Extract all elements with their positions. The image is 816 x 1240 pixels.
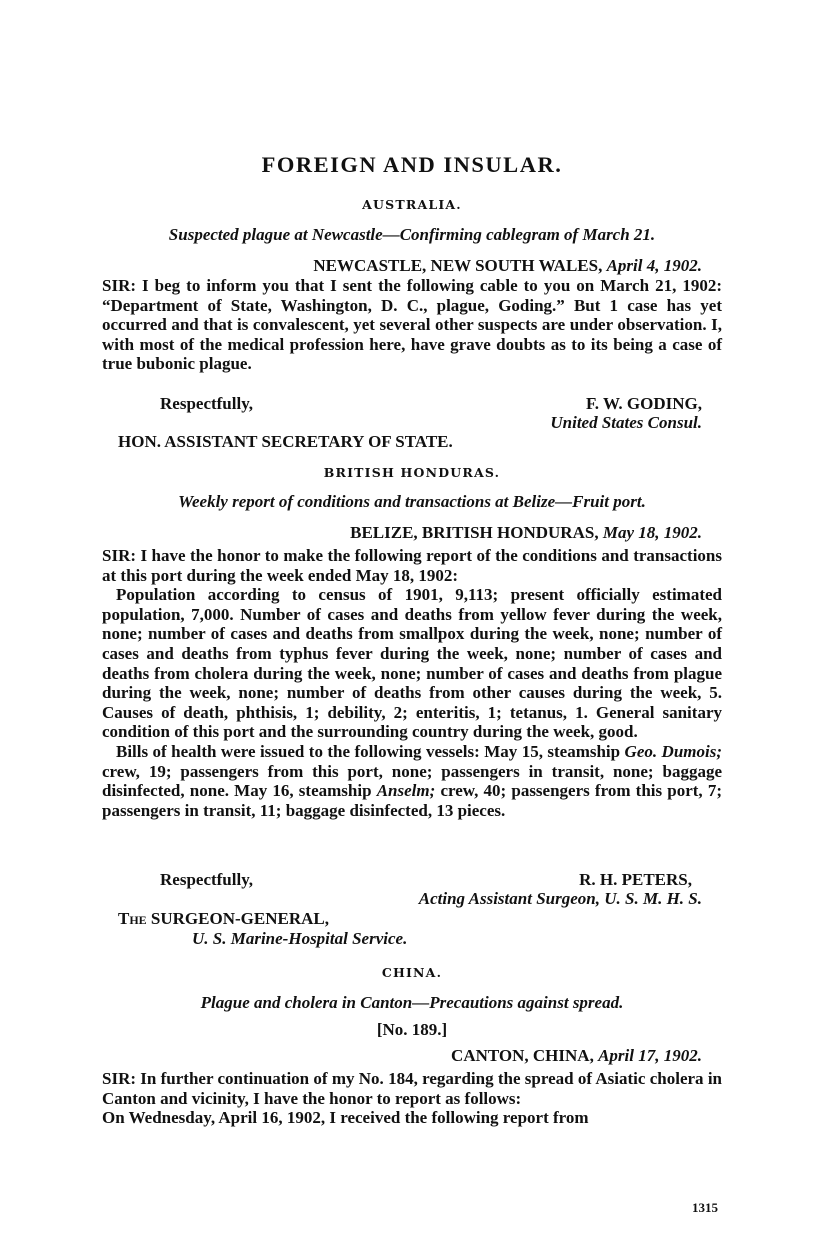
signer-name: R. H. PETERS, xyxy=(579,870,692,889)
text-span: crew, 40; passengers from this port, 7; passengers in transit, 11; baggage disinfected, 13 pieces. xyxy=(102,781,723,820)
dateline-place: NEWCASTLE, NEW SOUTH WALES, xyxy=(313,256,603,275)
subtitle-australia: Suspected plague at Newcastle—Confirming cablegram of March 21. xyxy=(168,225,656,244)
body-british-honduras xyxy=(102,546,722,820)
closing: Respectfully, xyxy=(160,870,254,889)
page-title: FOREIGN AND INSULAR. xyxy=(261,152,563,177)
body-australia xyxy=(102,276,722,374)
signer-title: Acting Assistant Surgeon, U. S. M. H. S. xyxy=(418,889,702,908)
dateline-australia xyxy=(313,256,702,276)
paragraph: Population according to census of 1901, 9,113; present officially estimated population, 7,000. Number of cases and deaths from yellow fever during the week, none; number of cases and deaths from smallpox during the week, none; number of cases and deaths from typhus fever during the week, none; number of cases and deaths from cholera during the week, none; number of cases and deaths from plague during the week, none; number of deaths from other causes during the week, 5. Causes of death, phthisis, 1; debility, 2; enteritis, 1; tetanus, 1. General sanitary condition of this port and the surrounding country during the week, good. xyxy=(102,585,722,742)
subtitle-china: Plague and cholera in Canton—Precautions against spread. xyxy=(200,993,624,1012)
dateline-date: April 4, 1902. xyxy=(606,256,702,275)
paragraph: SIR: In further continuation of my No. 184, regarding the spread of Asiatic cholera in Canton and vicinity, I have the honor to report as follows: xyxy=(102,1069,722,1108)
addressee: The SURGEON-GENERAL, xyxy=(118,909,329,928)
paragraph: On Wednesday, April 16, 1902, I received the following report from xyxy=(102,1108,589,1128)
report-number: [No. 189.] xyxy=(376,1020,448,1039)
paragraph: SIR: I beg to inform you that I sent the following cable to you on March 21, 1902: “Department of State, Washington, D. C., plague, Goding.” But 1 case has yet occurred and that is convalescent, yet several other suspects are under observation. I, with most of the medical profession here, have grave doubts as to its being a case of true bubonic plague. xyxy=(102,276,722,374)
paragraph xyxy=(102,742,722,820)
dateline-date: April 17, 1902. xyxy=(598,1046,702,1065)
closing: Respectfully, xyxy=(160,394,254,413)
text-span: Bills of health were issued to the following vessels: May 15, steamship xyxy=(116,741,621,761)
paragraph: SIR: I have the honor to make the following report of the conditions and transactions at this port during the week ended May 18, 1902: xyxy=(102,546,722,585)
addressee: HON. ASSISTANT SECRETARY OF STATE. xyxy=(118,432,453,451)
dateline-british-honduras xyxy=(350,523,702,543)
dateline-place: BELIZE, BRITISH HONDURAS, xyxy=(350,523,599,542)
dateline-date: May 18, 1902. xyxy=(602,523,702,542)
subtitle-british-honduras: Weekly report of conditions and transactions at Belize—Fruit port. xyxy=(178,492,646,511)
addressee-line-2: U. S. Marine-Hospital Service. xyxy=(192,929,408,948)
signer-title: United States Consul. xyxy=(550,413,702,432)
vessel-name: Anselm; xyxy=(376,781,436,801)
page-number: 1315 xyxy=(692,1200,718,1215)
body-china xyxy=(102,1069,722,1128)
section-heading-australia: AUSTRALIA. xyxy=(362,197,462,212)
section-heading-british-honduras: BRITISH HONDURAS. xyxy=(323,465,501,480)
section-heading-china: CHINA. xyxy=(381,965,443,980)
signer-name: F. W. GODING, xyxy=(585,394,702,413)
dateline-place: CANTON, CHINA, xyxy=(451,1046,594,1065)
dateline-china xyxy=(451,1046,702,1066)
text-span: crew, 19; passengers from this port, none; passengers in transit, none; baggage disinfected, none. May 16, steamship xyxy=(102,761,722,801)
vessel-name: Geo. Dumois; xyxy=(624,741,723,761)
